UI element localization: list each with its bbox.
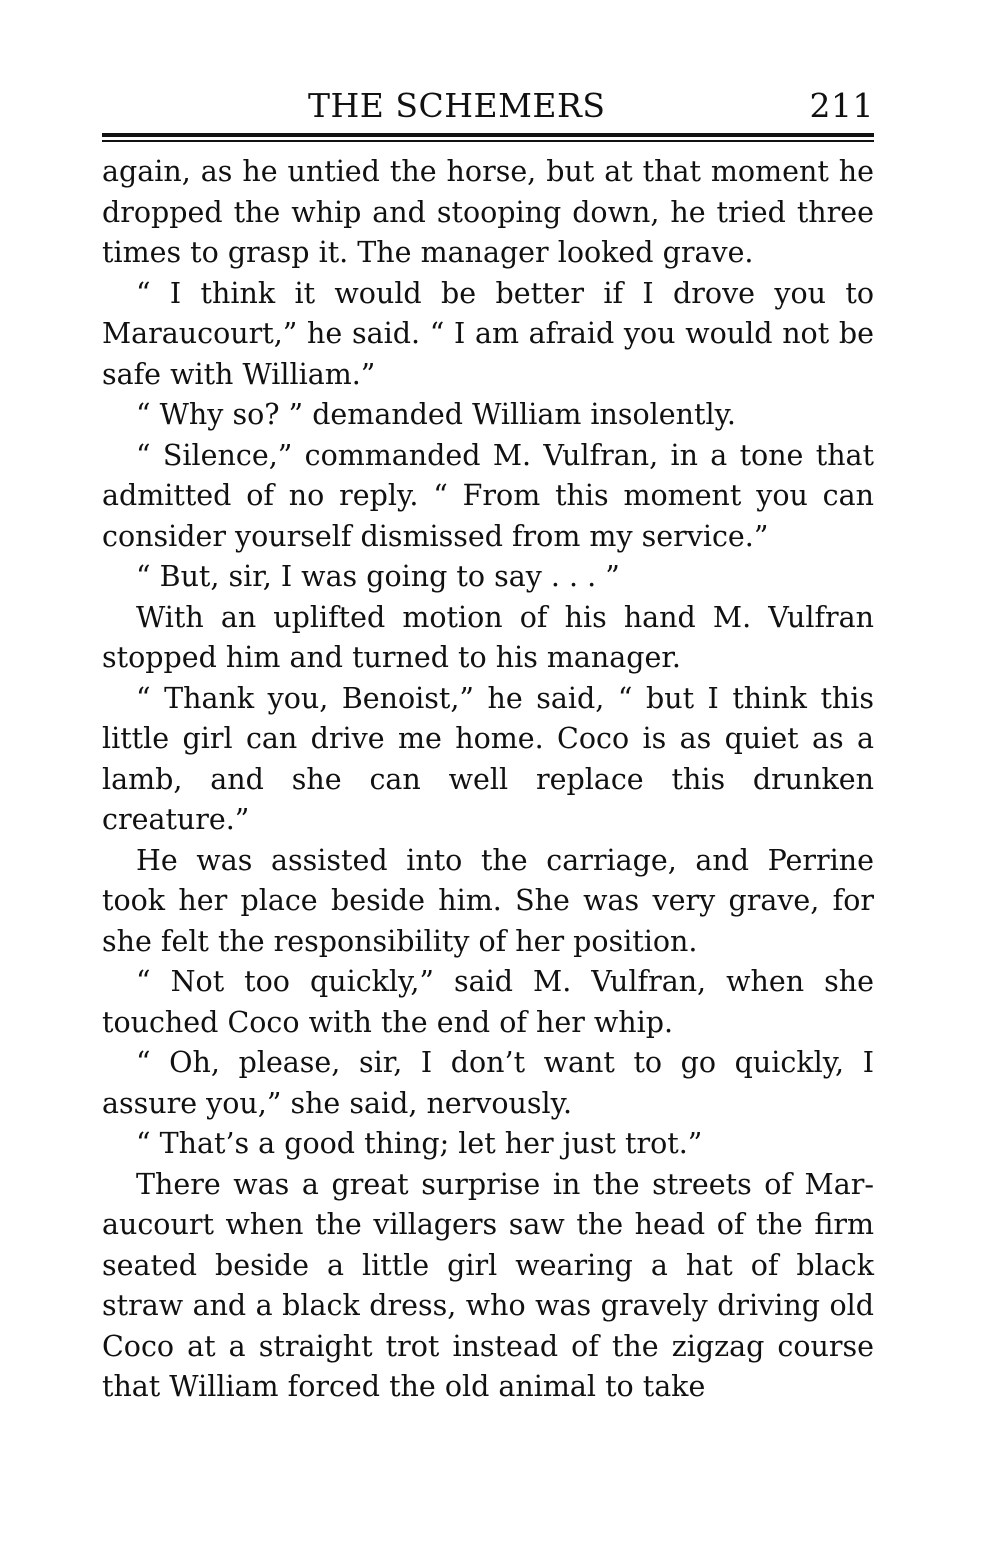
paragraph: “ Oh, please, sir, I don’t want to go quickly, I assure you,” she said, nervously. (102, 1046, 874, 1120)
paragraph: “ Thank you, Benoist,” he said, “ but I think this little girl can drive me home. Coco is as quiet as a lamb, and she can well replace this drunken creature.” (102, 681, 874, 836)
paragraph: There was a great surprise in the streets of Maraucourt when the villagers saw the head of the firm seated beside a little girl wearing a hat of black straw and a black dress, who was gravely driving old Coco at a straight trot instead of the zigzag course that William forced the old animal to take (102, 1167, 874, 1403)
paragraph: again, as he untied the horse, but at that moment he dropped the whip and stooping down, he tried three times to grasp it. The manager looked grave. (102, 155, 874, 269)
body-text (102, 152, 874, 1408)
paragraph: With an uplifted motion of his hand M. Vulfran stopped him and turned to his manager. (102, 600, 874, 674)
header-rule-thin (102, 140, 874, 142)
paragraph: He was assisted into the carriage, and Perrine took her place beside him. She was very grave, for she felt the responsibility of her position. (102, 843, 874, 958)
running-title: THE SCHEMERS (308, 86, 606, 125)
paragraph: “ That’s a good thing; let her just trot.” (136, 1127, 703, 1160)
paragraph: “ But, sir, I was going to say . . . ” (136, 560, 620, 593)
paragraph: “ Not too quickly,” said M. Vulfran, when she touched Coco with the end of her whip. (102, 965, 874, 1039)
running-header (102, 86, 874, 126)
paragraph: “ I think it would be better if I drove you to Maraucourt,” he said. “ I am afraid you would not be safe with William.” (102, 276, 874, 391)
paragraph: “ Silence,” commanded M. Vulfran, in a tone that admitted of no reply. “ From this moment you can consider yourself dismissed from my service.” (102, 438, 874, 553)
header-rule-thick (102, 133, 874, 137)
page-number: 211 (809, 86, 874, 125)
book-page (102, 86, 874, 1408)
paragraph: “ Why so? ” demanded William insolently. (136, 398, 736, 431)
